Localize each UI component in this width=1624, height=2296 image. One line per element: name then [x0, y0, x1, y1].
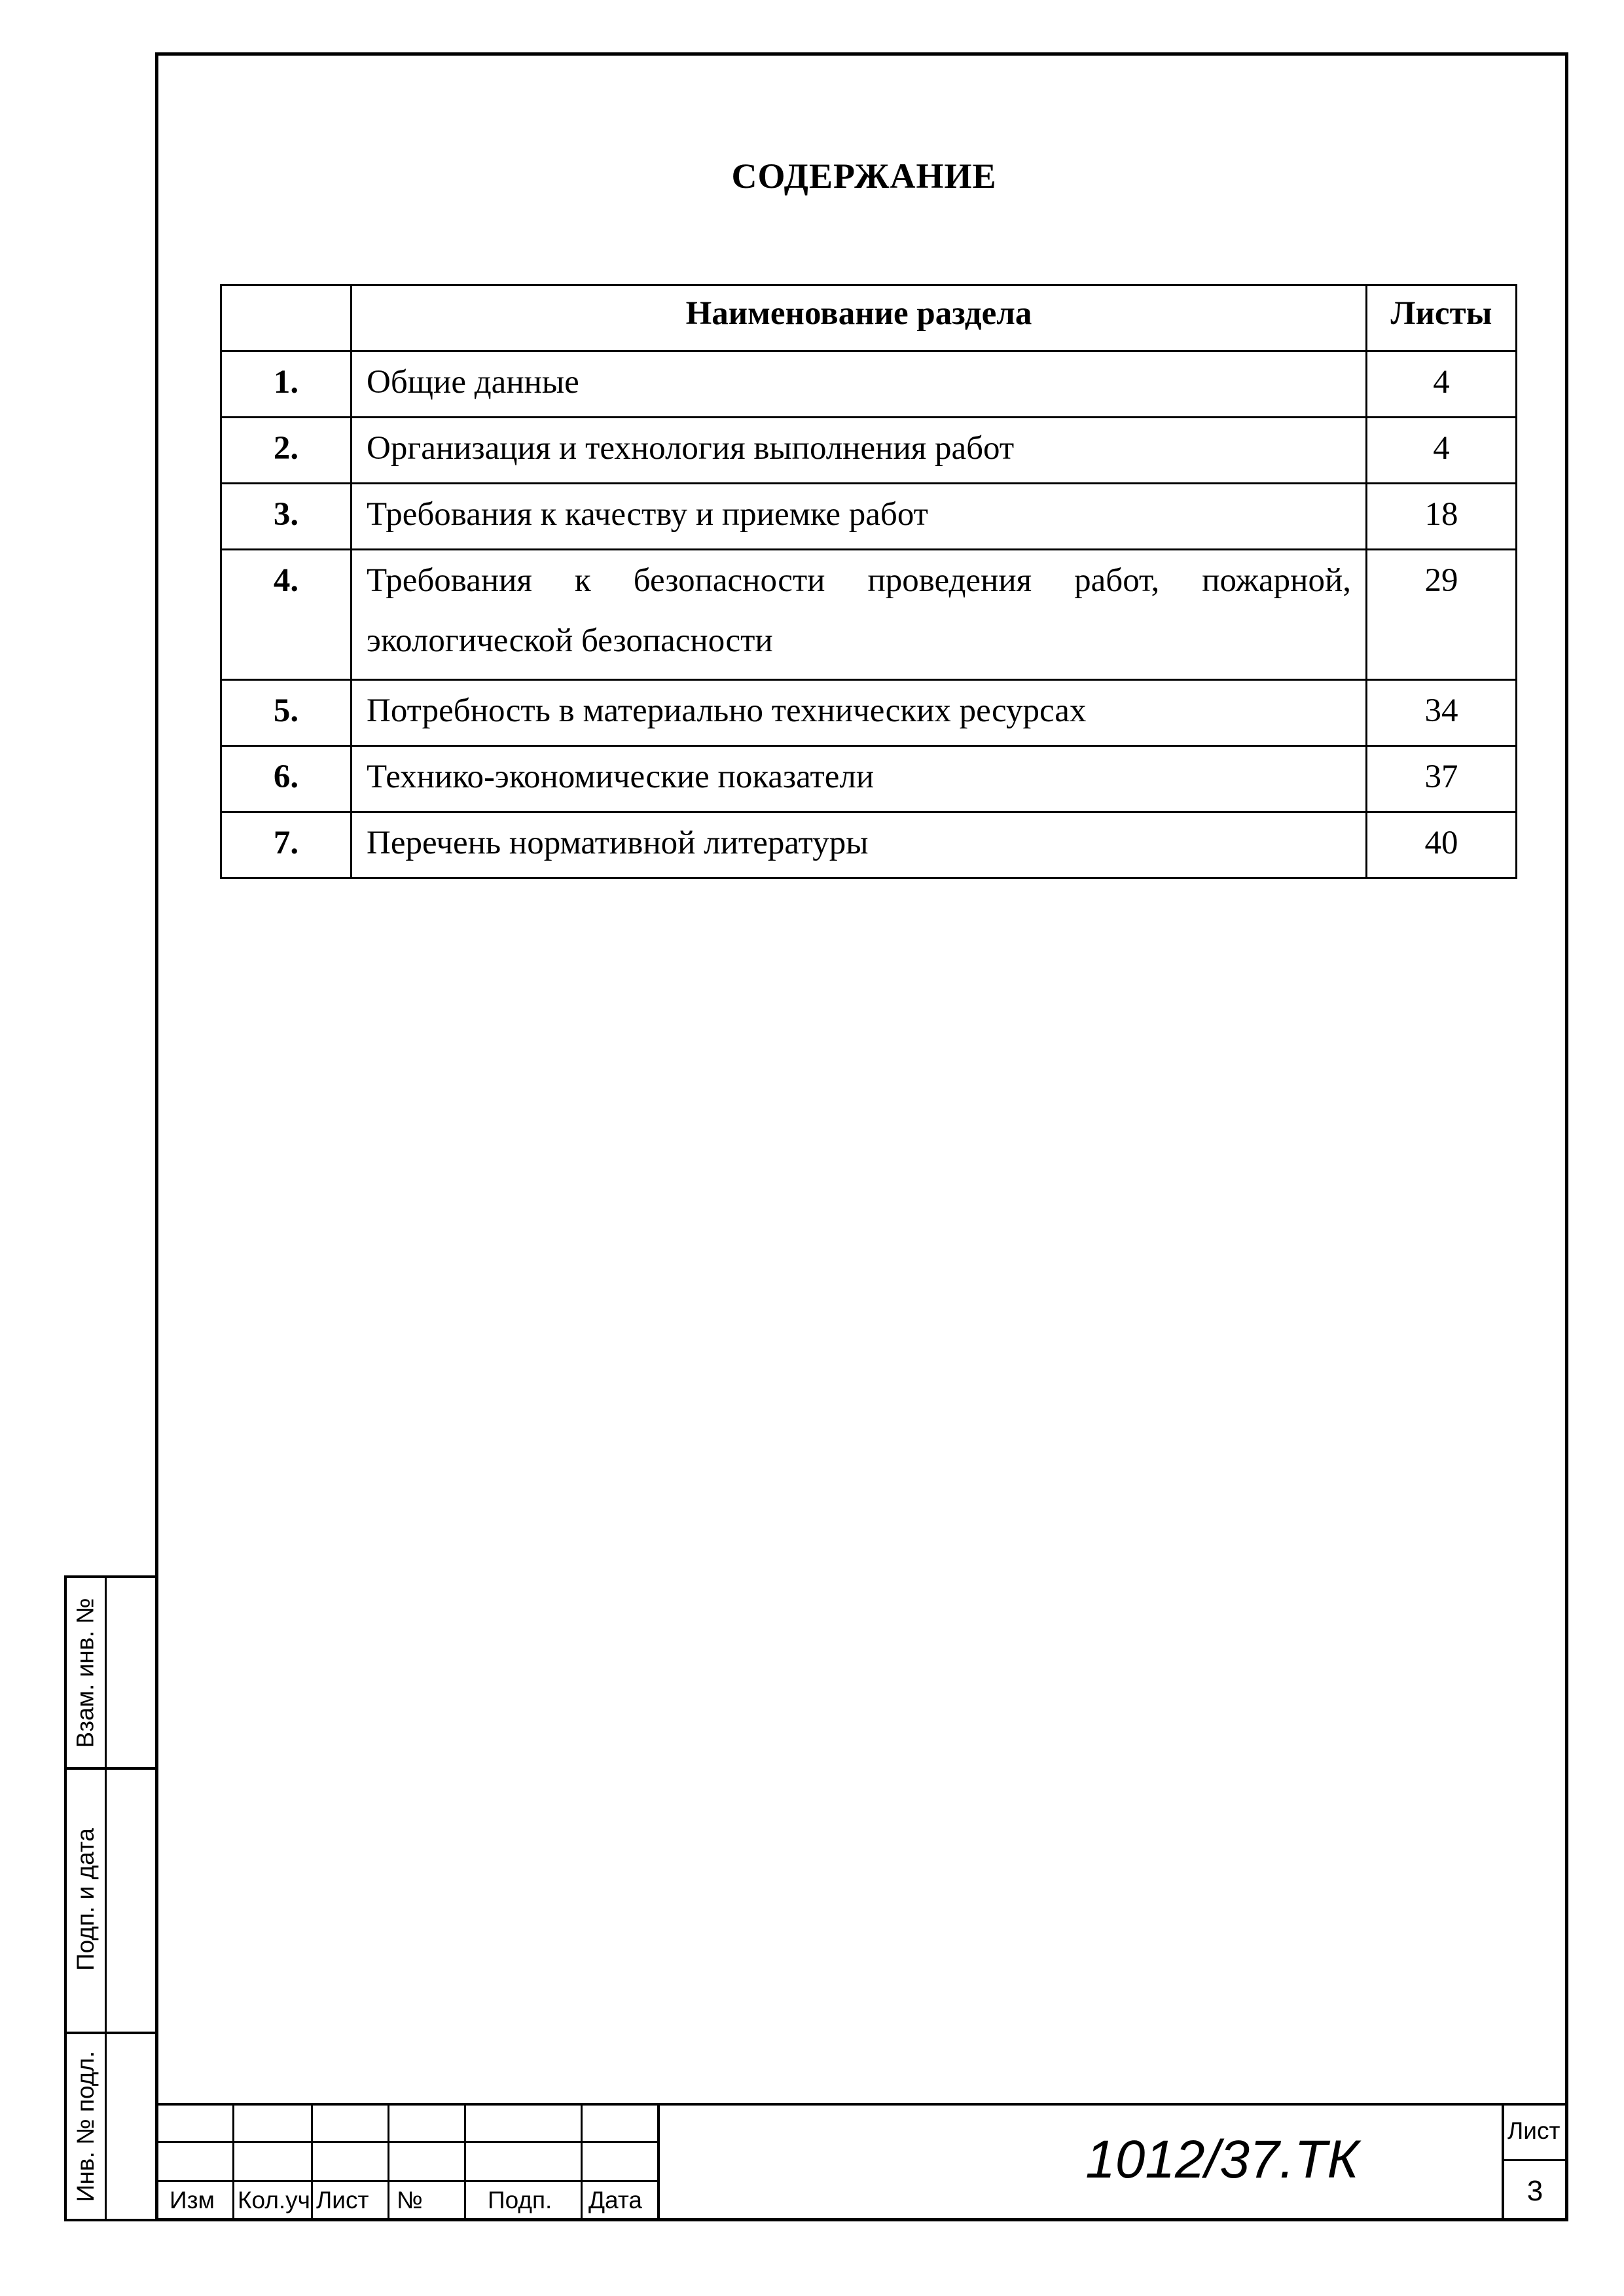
row-number: 4. [221, 550, 352, 680]
sheet-label: Лист [1507, 2117, 1561, 2144]
row-number: 2. [221, 418, 352, 484]
row-section: Технико-экономические показатели [352, 746, 1367, 812]
header-number [221, 285, 352, 351]
row-sheets: 40 [1367, 812, 1517, 878]
row-number: 7. [221, 812, 352, 878]
row-sheets: 4 [1367, 351, 1517, 418]
sign-date-label: Подп. и дата [72, 1828, 99, 1971]
table-row [221, 812, 1517, 878]
col-date: Дата [588, 2187, 642, 2214]
table-row [221, 550, 1517, 680]
table-row [221, 746, 1517, 812]
row-sheets: 37 [1367, 746, 1517, 812]
row-number: 3. [221, 484, 352, 550]
row-section: Перечень нормативной литературы [352, 812, 1367, 878]
col-doc: № [397, 2187, 423, 2214]
header-sheets: Листы [1367, 285, 1517, 351]
row-number: 1. [221, 351, 352, 418]
row-section: Потребность в материально технических ресурсах [352, 680, 1367, 746]
col-qty: Кол.уч [238, 2187, 310, 2214]
row-sheets: 34 [1367, 680, 1517, 746]
header-section: Наименование раздела [352, 285, 1367, 351]
row-section: Требования к качеству и приемке работ [352, 484, 1367, 550]
row-sheets: 4 [1367, 418, 1517, 484]
row-section: Организация и технология выполнения работ [352, 418, 1367, 484]
row-sheets: 29 [1367, 550, 1517, 680]
row-number: 6. [221, 746, 352, 812]
contents-table [220, 284, 1517, 879]
col-sheet: Лист [316, 2187, 369, 2214]
col-change: Изм [170, 2187, 215, 2214]
table-row [221, 418, 1517, 484]
table-row [221, 680, 1517, 746]
page-title: СОДЕРЖАНИЕ [731, 156, 997, 196]
sheet-number: 3 [1526, 2175, 1543, 2207]
row-section: Требования к безопасности проведения работ, пожарной, экологической безопасности [352, 550, 1367, 680]
row-section: Общие данные [352, 351, 1367, 418]
title-block [155, 2103, 1568, 2221]
table-row [221, 351, 1517, 418]
table-row [221, 484, 1517, 550]
inv-orig-label: Инв. № подл. [72, 2051, 99, 2202]
margin-strip [64, 1575, 155, 2221]
row-number: 5. [221, 680, 352, 746]
document-code: 1012/37.ТК [1085, 2130, 1359, 2189]
swap-inv-label: Взам. инв. № [72, 1597, 99, 1748]
contents-header-row [221, 285, 1517, 351]
col-sign: Подп. [488, 2187, 552, 2214]
row-sheets: 18 [1367, 484, 1517, 550]
